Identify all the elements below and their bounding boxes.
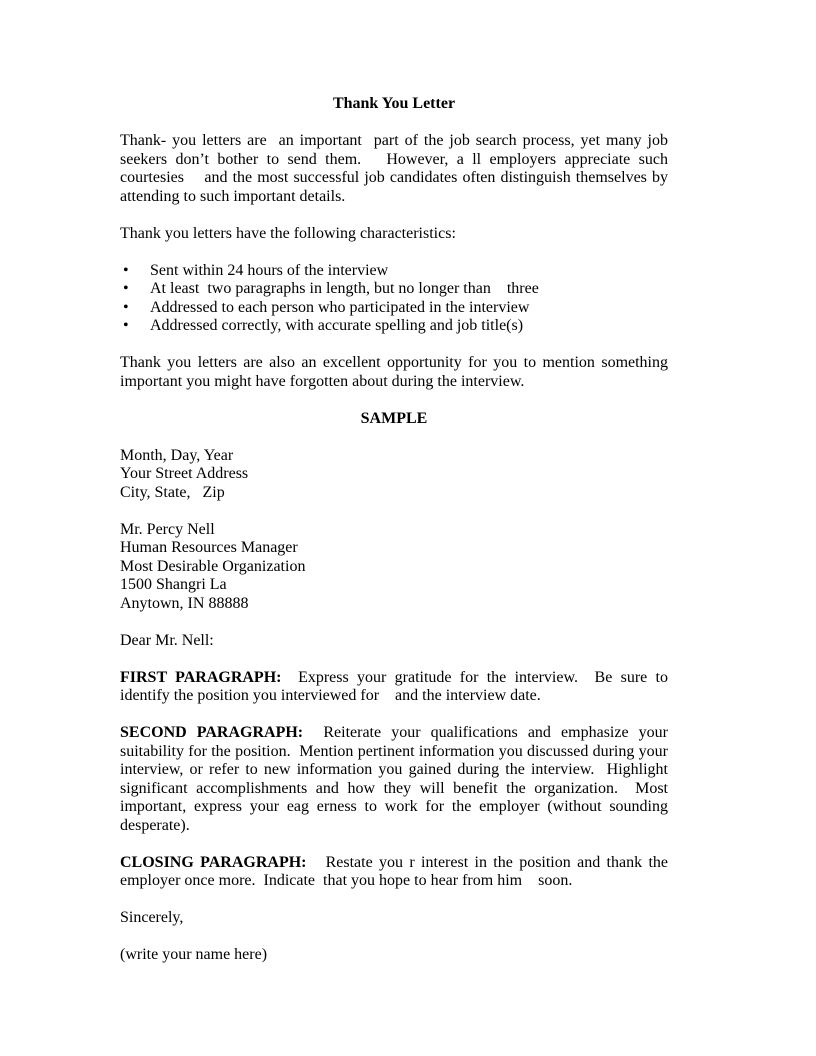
list-item: • Addressed correctly, with accurate spelling and job title(s) <box>120 317 668 336</box>
list-item: • At least two paragraphs in length, but no longer than three <box>120 280 668 299</box>
list-item: • Addressed to each person who participated in the interview <box>120 299 668 318</box>
recipient-line: Human Resources Manager <box>120 539 298 556</box>
salutation: Dear Mr. Nell: <box>120 631 214 649</box>
recipient-line: Mr. Percy Nell <box>120 520 215 538</box>
second-paragraph <box>120 724 673 835</box>
recipient-line: Most Desirable Organization <box>120 557 306 575</box>
sender-line: Month, Day, Year <box>120 446 234 464</box>
closing-salutation: Sincerely, <box>120 909 184 926</box>
sample-heading: SAMPLE <box>360 409 428 427</box>
characteristics-list <box>120 262 668 336</box>
intro-paragraph: Thank- you letters are an important part of the job search process, yet many job seekers don’t bother to send them. However, a ll employers appreciate such courtesies and the most successful job candidates often distinguish themselves by attending to such important details. <box>120 132 672 205</box>
recipient-address-block <box>120 521 668 614</box>
document-title: Thank You Letter <box>332 95 456 112</box>
first-paragraph <box>120 668 673 706</box>
paragraph-label: CLOSING PARAGRAPH: <box>120 853 307 871</box>
recipient-line: 1500 Shangri La <box>120 576 227 593</box>
signature-placeholder: (write your name here) <box>120 946 268 963</box>
sender-line: Your Street Address <box>120 465 249 482</box>
characteristics-intro: Thank you letters have the following characteristics: <box>120 224 456 242</box>
list-item: • Sent within 24 hours of the interview <box>120 262 668 281</box>
opportunity-paragraph: Thank you letters are also an excellent opportunity for you to mention something important you might have forgotten about during the interview. <box>120 354 672 390</box>
sender-date-block <box>120 447 668 503</box>
recipient-line: Anytown, IN 88888 <box>120 594 249 612</box>
paragraph-body: Restate you r interest in the position and thank the employer once more. Indicate that you hope to hear from him soon. <box>120 853 673 889</box>
sender-line: City, State, Zip <box>120 483 225 501</box>
closing-paragraph <box>120 853 673 891</box>
paragraph-body: Express your gratitude for the interview. Be sure to identify the position you interviewed for and the interview date. <box>120 668 673 704</box>
paragraph-body: Reiterate your qualifications and emphasize your suitability for the position. Mention pertinent information you discussed during your interview, or refer to new information you gained during the interview. Highlight significant accomplishments and how they will benefit the organization. Most important, express your eag erness to work for the employer (without sounding desperate). <box>120 724 673 834</box>
paragraph-label: SECOND PARAGRAPH: <box>120 724 304 741</box>
paragraph-label: FIRST PARAGRAPH: <box>120 668 282 686</box>
